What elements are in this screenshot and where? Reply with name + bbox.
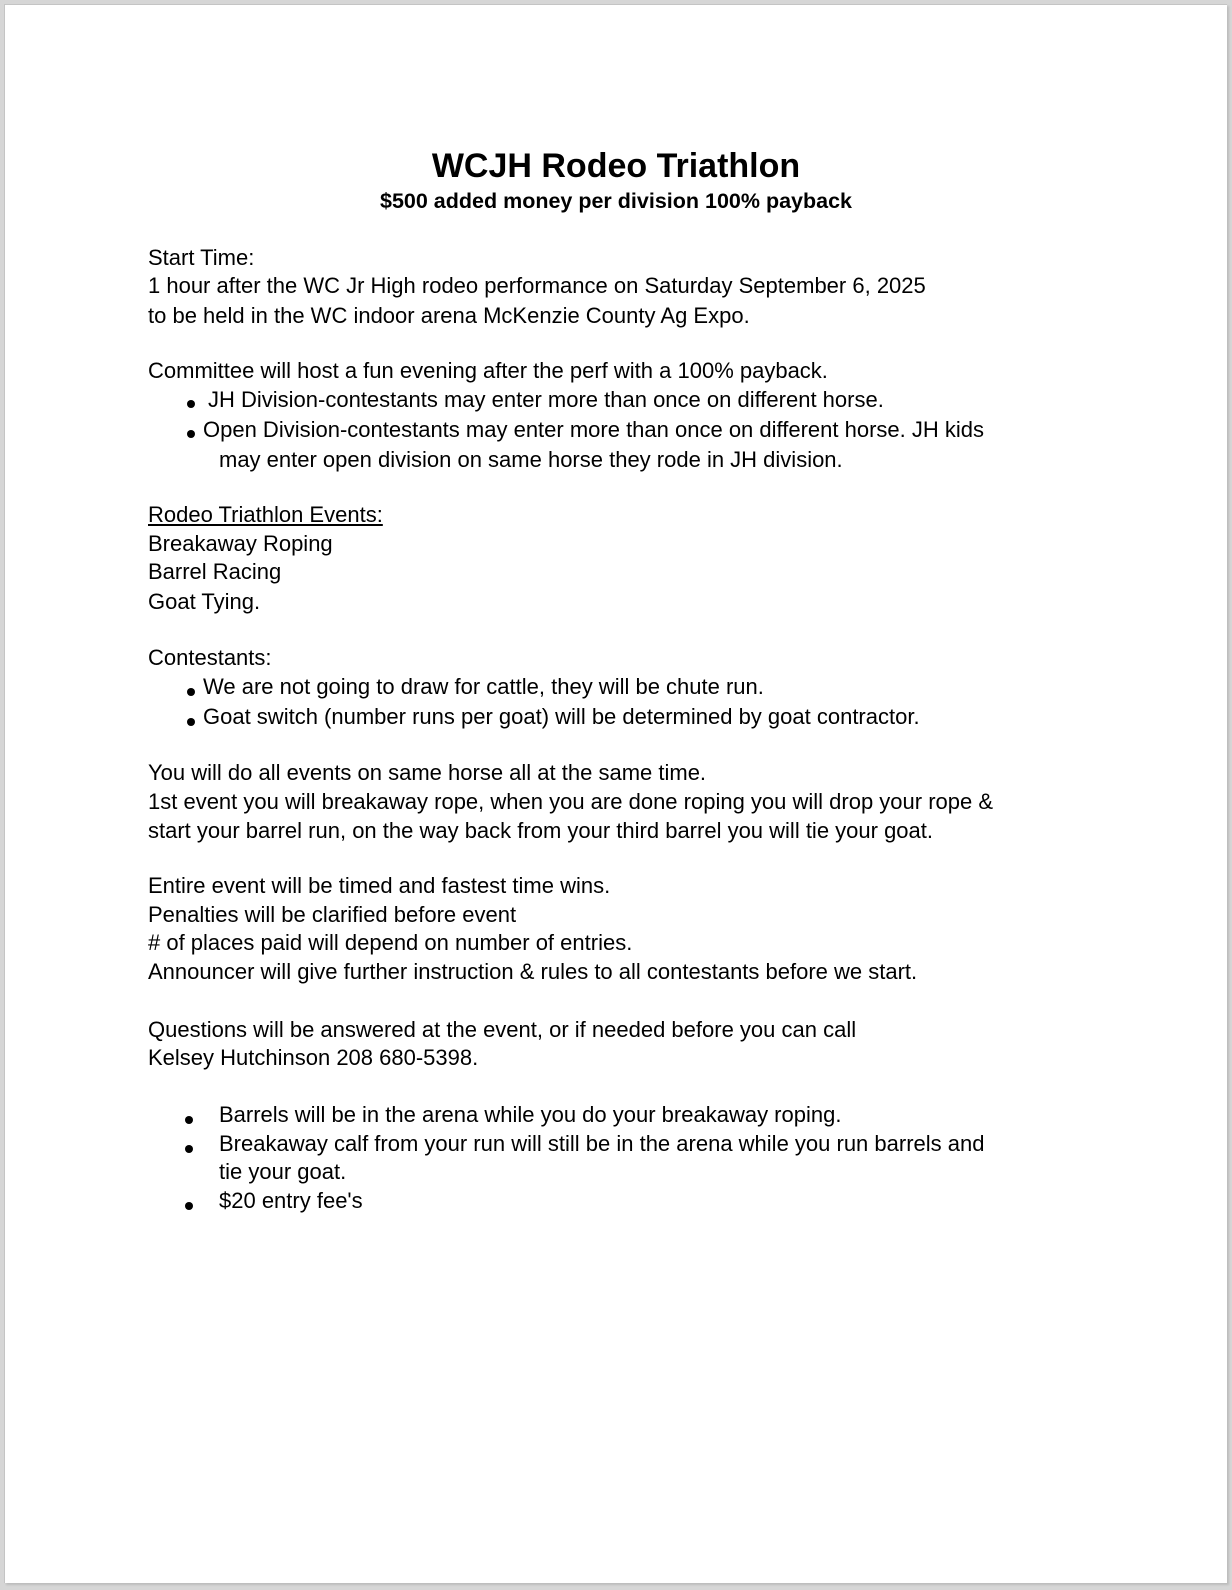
- contestants-bullet: Goat switch (number runs per goat) will be determined by goat contractor.: [203, 704, 920, 729]
- contestants-heading: Contestants:: [148, 645, 272, 670]
- committee-bullet: JH Division-contestants may enter more than once on different horse.: [208, 387, 884, 412]
- bullet-icon: [187, 688, 195, 696]
- bullet-icon: [187, 430, 195, 438]
- notes-bullet: $20 entry fee's: [219, 1188, 363, 1213]
- questions-line: Questions will be answered at the event, or if needed before you can call: [148, 1017, 857, 1042]
- format-line: 1st event you will breakaway rope, when you are done roping you will drop your rope &: [148, 789, 994, 814]
- rules-line: Penalties will be clarified before event: [148, 902, 517, 927]
- rules-line: Announcer will give further instruction & rules to all contestants before we start.: [148, 959, 918, 984]
- contact-line: Kelsey Hutchinson 208 680-5398.: [148, 1045, 479, 1070]
- rules-line: Entire event will be timed and fastest time wins.: [148, 873, 611, 898]
- format-line: start your barrel run, on the way back from your third barrel you will tie your goat.: [148, 818, 934, 843]
- start-time-heading: Start Time:: [148, 245, 255, 270]
- committee-bullet-continuation: may enter open division on same horse they rode in JH division.: [219, 447, 843, 472]
- committee-bullet: Open Division-contestants may enter more than once on different horse. JH kids: [203, 417, 984, 442]
- notes-bullet: Barrels will be in the arena while you do your breakaway roping.: [219, 1102, 842, 1127]
- notes-bullet: Breakaway calf from your run will still be in the arena while you run barrels and: [219, 1131, 985, 1156]
- document-title: WCJH Rodeo Triathlon: [431, 147, 801, 185]
- start-time-line: 1 hour after the WC Jr High rodeo performance on Saturday September 6, 2025: [148, 273, 926, 298]
- rules-line: # of places paid will depend on number of entries.: [148, 930, 633, 955]
- committee-intro: Committee will host a fun evening after the perf with a 100% payback.: [148, 358, 828, 383]
- bullet-icon: [185, 1145, 193, 1153]
- event-item: Barrel Racing: [148, 559, 282, 584]
- contestants-bullet: We are not going to draw for cattle, they will be chute run.: [203, 674, 764, 699]
- start-time-line: to be held in the WC indoor arena McKenzie County Ag Expo.: [148, 303, 750, 328]
- document-subtitle: $500 added money per division 100% payback: [379, 189, 852, 213]
- notes-bullet-continuation: tie your goat.: [219, 1159, 347, 1184]
- format-line: You will do all events on same horse all at the same time.: [148, 760, 707, 785]
- bullet-icon: [187, 400, 195, 408]
- bullet-icon: [185, 1116, 193, 1124]
- event-item: Breakaway Roping: [148, 531, 333, 556]
- bullet-icon: [185, 1202, 193, 1210]
- bullet-icon: [187, 718, 195, 726]
- event-item: Goat Tying.: [148, 589, 261, 614]
- events-heading: Rodeo Triathlon Events:: [148, 502, 383, 527]
